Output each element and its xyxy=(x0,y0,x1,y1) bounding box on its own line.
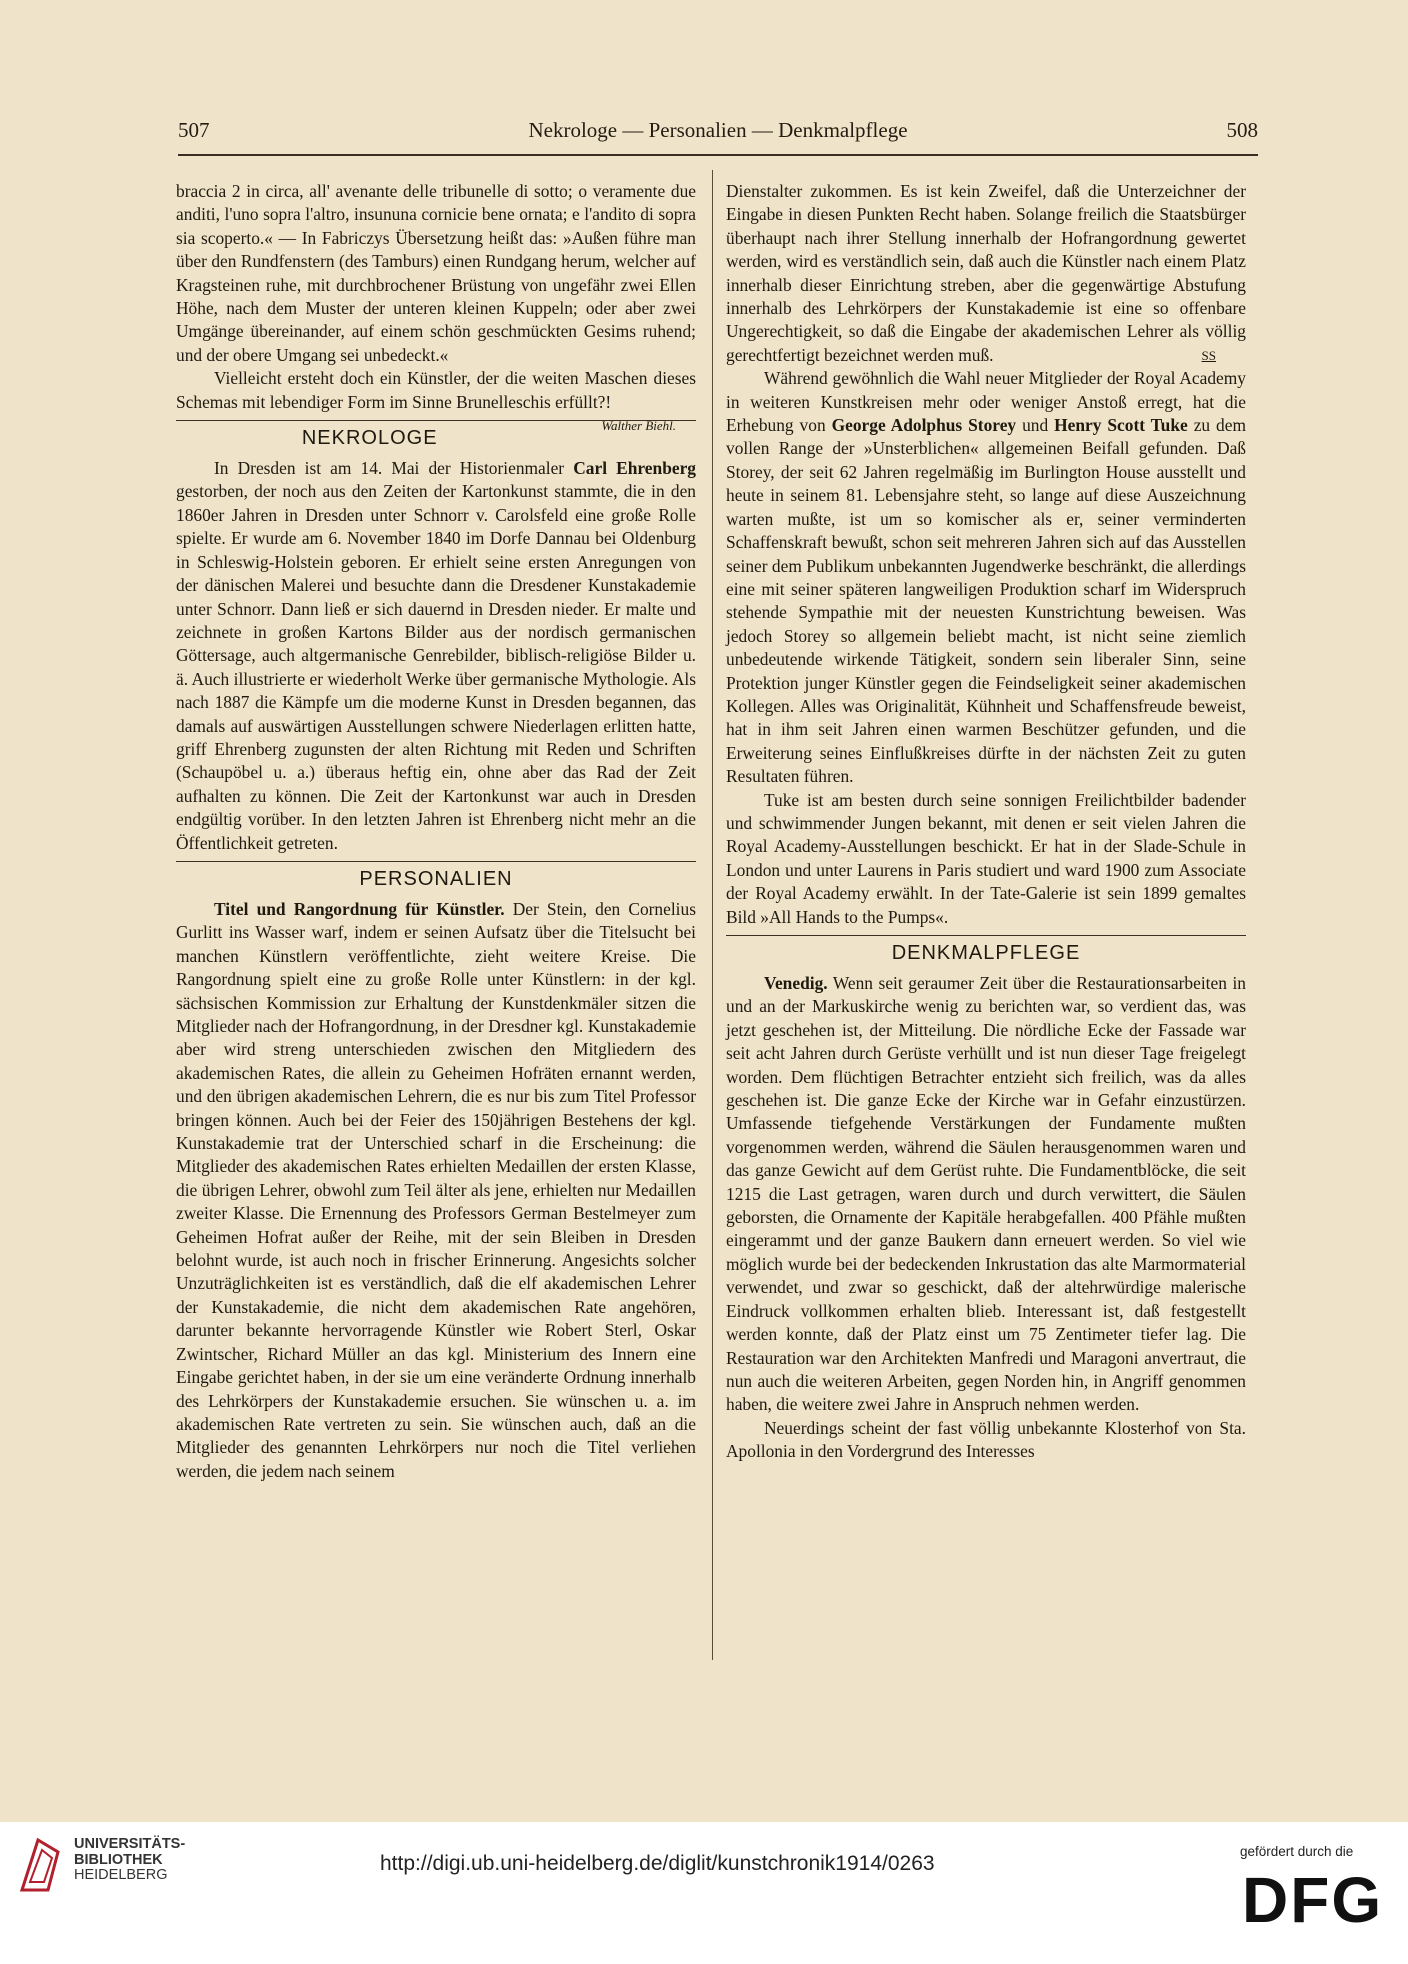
person-name: George Adolphus Storey xyxy=(831,415,1017,436)
page-number-right: 508 xyxy=(1226,118,1258,142)
paragraph xyxy=(176,367,696,434)
paragraph-text: Der Stein, den Cornelius Gurlitt ins Wasser warf, indem er seinen Aufsatz über die Titelsucht bei manchen Künstlern veröffentlichte, zieht weitere Kreise. Die Rangordnung spielt eine zu große Rolle unter Künstlern: in der kgl. sächsischen Kommission zur Erhaltung der Kunstdenkmäler sitzen die Mitglieder nach der Hofrangordnung, in der Dresdner kgl. Kunstakademie aber wird streng unterschieden zwischen den Mitgliedern des akademischen Rates, die allein zu Geheimen Hofräten ernannt werden, und den übrigen akademischen Lehrern, die es nur bis zum Titel Professor bringen können. Auch bei der Feier des 150jährigen Bestehens der kgl. Kunstakademie trat der Unterschied scharf in die Erscheinung: die Mitglieder des akademischen Rates erhielten Medaillen der ersten Klasse, die übrigen Lehrer, obwohl zum Teil älter als jene, erhielten nur Medaillen zweiter Klasse. Die Ernennung des Professors German Bestelmeyer zum Geheimen Hofrat außer der Reihe, mit der sein Bleiben in Dresden belohnt wurde, ist auch noch in frischer Erinnerung. Angesichts solcher Unzuträglichkeiten ist es verständlich, daß die elf akademischen Lehrer der Kunstakademie, die nicht dem akademischen Rate angehören, darunter bekannte hervorragende Künstler wie Robert Sterl, Oskar Zwintscher, Richard Müller an das kgl. Ministerium des Innern eine Eingabe gerichtet haben, in der sie um eine veränderte Ordnung innerhalb des Lehrkörpers der Kunstakademie ersuchen. Sie wünschen u. a. im akademischen Rate vertreten zu sein. Sie wünschen auch, daß an die Mitglieder des genannten Lehrkörpers nur noch die Titel verliehen werden, die jedem nach seinem xyxy=(176,898,696,1481)
paragraph: braccia 2 in circa, all' avenante delle tribunelle di sotto; o veramente due anditi, l'uno sopra l'altro, insununa cornicie bene ornata; e l'andito di sopra sia scoperto.« — In Fabriczys Übersetzung heißt das: »Außen führe man über den Rundfenstern (des Tamburs) einen Rundgang herum, welcher auf Kragsteinen ruhe, mit durchbrochener Brüstung von ungefähr zwei Ellen Höhe, nach dem Muster der unteren kleinen Kuppeln; oder aber zwei Umgänge übereinander, auf einem schön geschmückten Gesims ruhend; und der obere Umgang sei unbedeckt.« xyxy=(176,181,696,365)
author-signature: Walther Biehl. xyxy=(601,418,676,434)
source-url-link[interactable]: http://digi.ub.uni-heidelberg.de/diglit/kunstchronik1914/0263 xyxy=(380,1852,935,1875)
paragraph-text: Wenn seit geraumer Zeit über die Restaurationsarbeiten in und an der Markuskirche wenig zu berichten war, so verdient das, was jetzt geschehen ist, der Mitteilung. Die nördliche Ecke der Fassade war seit acht Jahren durch Gerüste verhüllt und ist nun dieser Tage freigelegt worden. Dem flüchtigen Betrachter entzieht sich freilich, was da alles geschehen ist. Die ganze Ecke der Kirche war in Gefahr einzustürzen. Umfassende tiefgehende Verstärkungen der Fundamente mußten vorgenommen werden, während die Säulen herausgenommen waren und das ganze Gewicht auf dem Gerüst ruhte. Die Fundamentblöcke, die seit 1215 die Last getragen, waren durch und durch verwittert, die Säulen geborsten, die Ornamente der Kapitäle herabgefallen. 400 Pfähle mußten eingerammt und der ganze Baukern dann erneuert werden. So viel wie möglich wurde bei der bedeckenden Inkrustation das alte Marmormaterial verwendet, und zwar so geschickt, daß der altehrwürdige malerische Eindruck vollkommen erhalten blieb. Interessant ist, daß festgestellt werden konnte, daß der Platz einst um 75 Zentimeter tiefer lag. Die Restauration war den Architekten Manfredi und Maragoni anvertraut, die nun auch die weiteren Arbeiten, gegen Norden hin, in Angriff genommen haben, die weitere zwei Jahre in Anspruch nehmen werden. xyxy=(726,973,1246,1415)
running-title: Nekrologe — Personalien — Denkmalpflege xyxy=(528,118,908,142)
paragraph-text: gestorben, der noch aus den Zeiten der Kartonkunst stammte, die in den 1860er Jahren in Dresden unter Schnorr v. Carolsfeld eine große Rolle spielte. Er wurde am 6. November 1840 im Dorfe Dannau bei Oldenburg in Schleswig-Holstein geboren. Er erhielt seine ersten Anregungen von der dänischen Malerei und besuchte dann die Dresdener Kunstakademie unter Schnorr. Dann ließ er sich dauernd in Dresden nieder. Er malte und zeichnete in großen Kartons Bilder aus der nordisch germanischen Göttersage, auch altgermanische Genrebilder, biblisch-religiöse Bilder u. ä. Auch illustrierte er wiederholt Werke über germanische Mythologie. Als nach 1887 die Kämpfe um die moderne Kunst in Dresden begannen, das damals auf auswärtigen Ausstellungen schwere Niederlagen erlitten hatte, griff Ehrenberg zugunsten der alten Richtung mit Reden und Schriften (Schaupöbel u. a.) überaus heftig ein, ohne aber das Rad der Zeit aufhalten zu können. Die Zeit der Kartonkunst war auch in Dresden endgültig vorüber. In den letzten Jahren ist Ehrenberg nicht mehr an die Öffentlichkeit getreten. xyxy=(176,481,696,853)
sponsor-label: gefördert durch die xyxy=(1240,1844,1354,1859)
logo-line: UNIVERSITÄTS- xyxy=(74,1836,186,1852)
section-heading-personalien: PERSONALIEN xyxy=(176,861,696,892)
paragraph-text: Während gewöhnlich die Wahl neuer Mitglieder der Royal Academy in weiteren Kunstkreisen mehr oder weniger Anstoß erregt, hat die Erhebung von xyxy=(726,368,1246,436)
paragraph: Neuerdings scheint der fast völlig unbekannte Klosterhof von Sta. Apollonia in den Vordergrund des Interesses xyxy=(726,1417,1246,1462)
paragraph-text: Dienstalter zukommen. Es ist kein Zweifel, daß die Unterzeichner der Eingabe in diesen Punkten Recht haben. Solange freilich die Staatsbürger überhaupt nach ihrer Stellung innerhalb der Hofrangordnung gewertet werden, wird es verständlich sein, daß auch die Künstler nach einem Platz innerhalb dieser Einrichtung streben, aber die gegenwärtige Abstufung innerhalb des Lehrkörpers der Kunstakademie ist eine so offenbare Ungerechtigkeit, so daß die Eingabe der akademischen Lehrer als völlig gerechtfertigt bezeichnet werden muß. xyxy=(726,181,1246,365)
paragraph xyxy=(176,457,696,855)
library-logo-icon xyxy=(18,1834,62,1894)
article-title: Venedig. xyxy=(764,973,828,993)
person-name: Henry Scott Tuke xyxy=(1054,415,1188,436)
paragraph xyxy=(726,367,1246,788)
paragraph-text: Vielleicht ersteht doch ein Künstler, der die weiten Maschen dieses Schemas mit lebendiger Form im Sinne Brunelleschis erfüllt?! xyxy=(176,368,696,412)
section-heading-denkmalpflege: DENKMALPFLEGE xyxy=(726,935,1246,966)
paragraph xyxy=(726,972,1246,1417)
right-column xyxy=(726,180,1246,1464)
paragraph-text: zu dem vollen Range der »Unsterblichen« allgemeinen Beifall gefunden. Daß Storey, der seit 62 Jahren regelmäßig im Burlington House ausstellt und heute in seinem 81. Lebensjahre steht, so lange auf diese Auszeichnung warten mußte, ist um so komischer als er, seiner verminderten Schaffenskraft bewußt, schon seit mehreren Jahren sich auf das Ausstellen seiner dem Publikum unbekannten Jugendwerke beschränkt, die allerdings eine mit seiner späteren langweiligen Produktion scharf im Widerspruch stehende Sympathie mit der neuesten Kunstrichtung beweisen. Was jedoch Storey so allgemein beliebt macht, ist nicht seine ziemlich unbedeutende wirkende Tätigkeit, sondern sein liberaler Sinn, seine Protektion junger Künstler gegen die Feindseligkeit seiner akademischen Kollegen. Alles was Originalität, Kühnheit und Schaffensfreude beweist, hat in ihm seit Jahren einen warmen Beschützer gefunden, und die Erweiterung seines Einflußkreises dürfte in der nächsten Zeit zu guten Resultaten führen. xyxy=(726,415,1246,787)
paragraph-text: und xyxy=(1022,415,1049,436)
header-rule xyxy=(178,154,1258,156)
paragraph: Tuke ist am besten durch seine sonnigen Freilichtbilder badender und schwimmender Jungen bekannt, mit denen er seit vielen Jahren die Royal Academy-Ausstellungen beschickt. Er hat in der Slade-Schule in London und unter Laurens in Paris studiert und ward 1900 zum Associate der Royal Academy erwählt. In der Tate-Galerie ist sein 1899 gemaltes Bild »All Hands to the Pumps«. xyxy=(726,789,1246,927)
paragraph xyxy=(726,180,1246,367)
person-name: Carl Ehrenberg xyxy=(573,458,696,479)
article-title: Titel und Rangordnung für Künstler. xyxy=(214,898,505,919)
left-column xyxy=(176,180,696,1483)
dfg-logo: DFG xyxy=(1242,1864,1384,1936)
section-heading-nekrologe: NEKROLOGE xyxy=(176,420,696,451)
page-number-left: 507 xyxy=(178,118,210,142)
logo-line: HEIDELBERG xyxy=(74,1867,168,1883)
paragraph-text: In Dresden ist am 14. Mai der Historienmaler xyxy=(214,458,565,479)
paragraph xyxy=(176,898,696,1483)
column-divider xyxy=(712,170,713,1660)
page-header xyxy=(178,118,1258,150)
library-logo-text xyxy=(74,1837,185,1884)
digitization-footer xyxy=(0,1822,1408,1964)
section-mark: SS xyxy=(1201,347,1216,363)
logo-line: BIBLIOTHEK xyxy=(74,1851,163,1868)
